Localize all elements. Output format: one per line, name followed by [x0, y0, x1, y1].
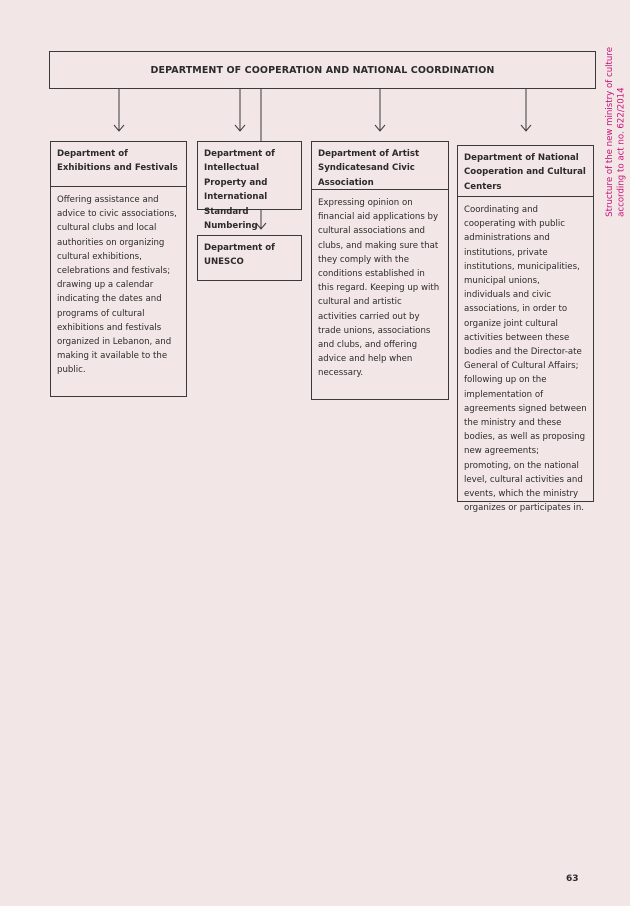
- dept-exhibitions-body: Offering assistance and advice to civic associations, cultural clubs and local authorities on organizing cultural exhibitions, celebrations and festivals; drawing up a calendar indicating the dates and programs of cultural exhibitions and festivals organized in Lebanon, and making it available to the public.: [57, 195, 177, 376]
- dept-national-cooperation-box: [457, 145, 594, 514]
- dept-artist-syndicates-title: Department of Artist Syndicatesand Civic Association: [312, 142, 448, 190]
- dept-exhibitions-box: [50, 141, 187, 397]
- dept-unesco-box: [197, 235, 302, 281]
- dept-intellectual-property-box: [197, 141, 302, 232]
- dept-artist-syndicates-body: Expressing opinion on financial aid applications by cultural associations and clubs, and making sure that they comply with the conditions established in this regard. Keeping up with cultural and artistic activities carried out by trade unions, associations and clubs, and offering advice and help when necessary.: [318, 198, 440, 379]
- top-department-title: DEPARTMENT OF COOPERATION AND NATIONAL COORDINATION: [150, 64, 495, 76]
- dept-intellectual-property-title: Department of Intellectual Property and International Standard Numbering: [204, 149, 275, 232]
- side-caption: Structure of the new ministry of culture according to act no. 622/2014: [605, 47, 627, 217]
- page-number: 63: [566, 874, 579, 884]
- top-department-box: [49, 51, 596, 89]
- dept-exhibitions-title: Department of Exhibitions and Festivals: [51, 142, 186, 187]
- dept-unesco-title: Department of UNESCO: [204, 243, 275, 268]
- dept-national-cooperation-body: Coordinating and cooperating with public administrations and institutions, private institutions, municipalities, municipal unions, individuals and civic associations, in order to organize joint cultural activities between these bodies and the Director-ate General of Cultural Affairs; following up on the implementation of agreements signed between the ministry and these bodies, as well as proposing new agreements; promoting, on the national level, cultural activities and events, which the ministry organizes or participates in.: [464, 205, 587, 514]
- dept-national-cooperation-title: Department of National Cooperation and Cultural Centers: [458, 146, 593, 197]
- dept-artist-syndicates-box: [311, 141, 449, 400]
